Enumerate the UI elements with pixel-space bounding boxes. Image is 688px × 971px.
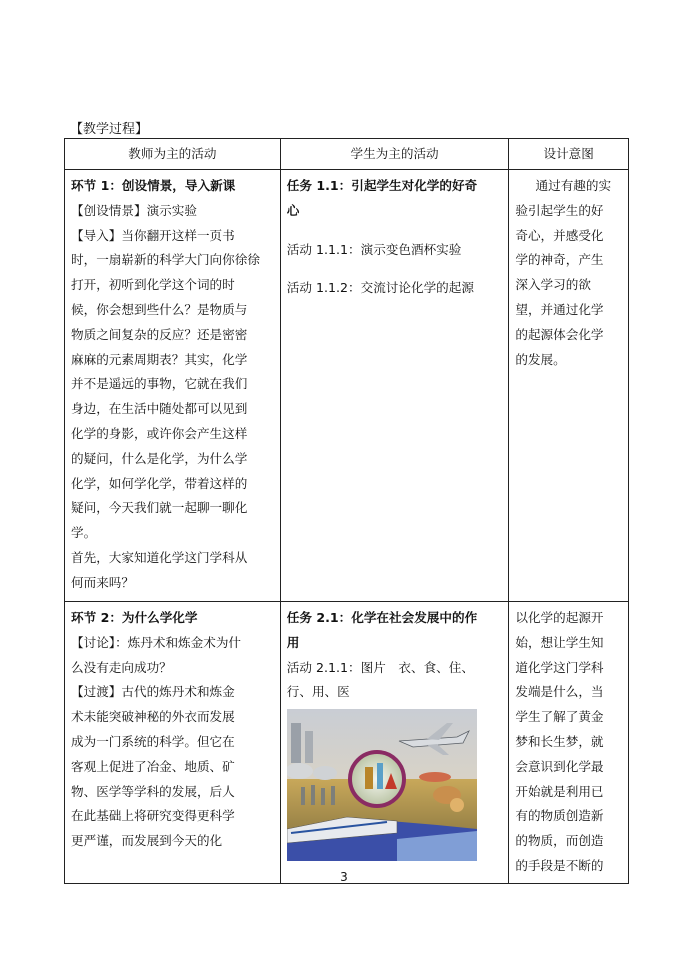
header-row [65,139,629,170]
teacher-text: 【创设情景】演示实验 【导入】当你翻开这样一页书 时，一扇崭新的科学大门向你徐徐 打开，初听到化学这个词的时 候，你会想到些什么？是物质与 物质之间复杂的反应？还是密密 麻麻的元素周期表？其实，化学 并不是遥远的事物，它就在我们 身边，在生活中随处都可以见到 化学的身影，或许你会产生这样 的疑问，什么是化学，为什么学 化学，如何学化学，带着这样的 疑问，今天我们就一起聊一聊化 学。 首先，大家知道化学这门学科从 何而来吗？ [71,202,260,590]
stage-title: 环节 1：创设情景，导入新课 [71,178,236,193]
page-number: 3 [340,870,348,884]
student-cell [280,602,509,884]
lesson-table [64,138,629,884]
table-row [65,170,629,602]
table-row [65,602,629,884]
task-title: 任务 1.1：引起学生对化学的好奇 [286,178,478,193]
header-teacher: 教师为主的活动 [65,139,281,170]
task-title: 任务 2.1：化学在社会发展中的作 [286,610,478,625]
activity-item: 活动 1.1.1：演示变色酒杯实验 [286,241,462,257]
task-title-cont: 用 [286,634,300,650]
design-cell: 通过有趣的实 验引起学生的好 奇心，并感受化 学的神奇，产生 深入学习的欲 望，并通过化学 的起源体会化学 的发展。 [509,170,629,602]
stage-title: 环节 2：为什么学化学 [71,610,198,625]
activity-item-cont: 行、用、医 [286,684,350,700]
activity-item: 活动 1.1.2：交流讨论化学的起源 [286,280,474,296]
section-title: 【教学过程】 [70,122,149,137]
task-title-cont: 心 [286,202,300,218]
teacher-cell [65,170,281,602]
student-cell [280,170,509,602]
activity-item: 活动 2.1.1：图片 衣、食、住、 [286,659,474,675]
header-student: 学生为主的活动 [280,139,509,170]
chemistry-collage-image [287,709,477,861]
header-design: 设计意图 [509,139,629,170]
teacher-cell: 环节 2：为什么学化学 【讨论】：炼丹术和炼金术为什 么没有走向成功？ 【过渡】古代的炼丹术和炼金 术未能突破神秘的外衣而发展 成为一门系统的科学。但它在 客观上促进了冶金、地质、矿 物、医学等学科的发展，后人 在此基础上将研究变得更科学 更严谨，而发展到今天的化 [65,602,281,884]
design-cell: 以化学的起源开 始，想让学生知 道化学这门学科 发端是什么，当 学生了解了黄金 梦和长生梦，就 会意识到化学最 开始就是利用已 有的物质创造新 的物质，而创造 的手段是不断的 [509,602,629,884]
